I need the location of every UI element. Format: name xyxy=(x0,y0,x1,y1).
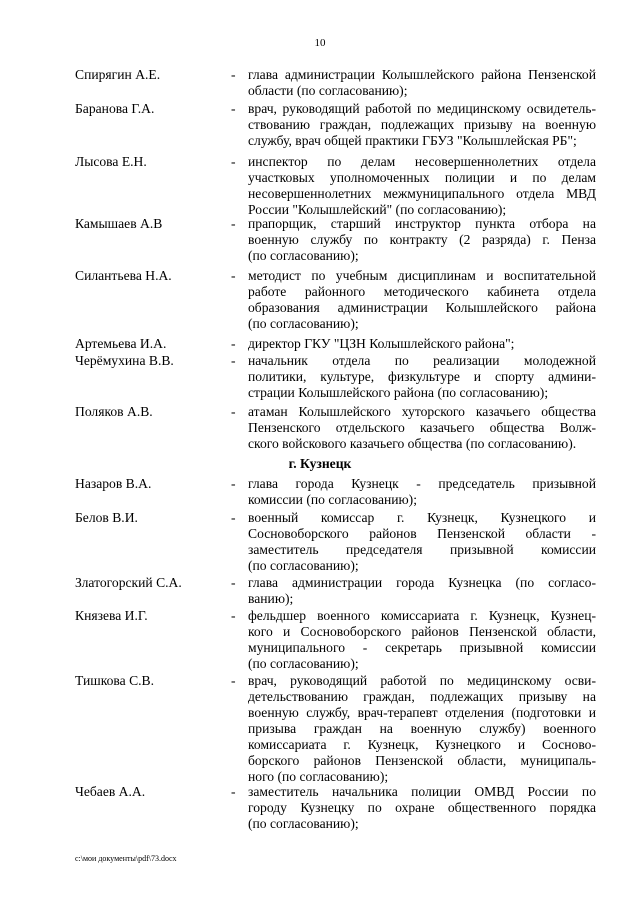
member-name: Артемьева И.А. xyxy=(75,336,167,351)
dash-separator: - xyxy=(231,67,236,82)
dash-separator: - xyxy=(231,268,236,283)
position-text-line: (по согласованию); xyxy=(248,656,359,671)
member-name: Чебаев А.А. xyxy=(75,784,146,799)
position-text-line: врач, руководящий работой по медицинскому осви- xyxy=(248,673,596,688)
dash-separator: - xyxy=(231,404,236,419)
member-position xyxy=(248,476,596,508)
dash-separator: - xyxy=(231,476,236,491)
position-text-line: муниципального - секретарь призывной комиссии xyxy=(248,640,596,655)
page-number: 10 xyxy=(314,37,326,49)
member-name: Тишкова С.В. xyxy=(75,673,155,688)
member-position xyxy=(248,608,596,672)
member-position xyxy=(248,510,596,574)
member-position xyxy=(248,784,596,832)
member-name: Силантьева Н.А. xyxy=(75,268,172,283)
position-text-line: атаман Колышлейского хуторского казачьего общества xyxy=(248,404,596,419)
dash-separator: - xyxy=(231,101,236,116)
position-text-line: участковых уполномоченных полиции и по делам xyxy=(248,170,596,185)
position-text-line: военный комиссар г. Кузнецк, Кузнецкого и xyxy=(248,510,596,525)
member-name: Черёмухина В.В. xyxy=(75,353,174,368)
position-text-line: начальник отдела по реализации молодежной xyxy=(248,353,596,368)
member-position xyxy=(248,353,596,401)
position-text-line: глава города Кузнецк - председатель призывной xyxy=(248,476,596,491)
position-text-line: кого и Сосновоборского районов Пензенской области, xyxy=(248,624,596,639)
position-text-line: заместитель председателя призывной комиссии xyxy=(248,542,596,557)
section-title: г. Кузнецк xyxy=(288,456,352,471)
member-position xyxy=(248,673,596,785)
position-text-line: (по согласованию); xyxy=(248,316,359,331)
position-text-line: работе районного методического кабинета отдела xyxy=(248,284,596,299)
position-text-line: (по согласованию); xyxy=(248,816,359,831)
position-text-line: Пензенского отдельского казачьего общества Волж- xyxy=(248,420,596,435)
position-text-line: ного (по согласованию); xyxy=(248,769,389,784)
dash-separator: - xyxy=(231,336,236,351)
member-name: Спирягин А.Е. xyxy=(75,67,161,82)
dash-separator: - xyxy=(231,784,236,799)
dash-separator: - xyxy=(231,575,236,590)
member-name: Князева И.Г. xyxy=(75,608,148,623)
position-text-line: детельствованию граждан, подлежащих призыву на xyxy=(248,689,596,704)
position-text-line: борского районов Пензенской области, муниципаль- xyxy=(248,753,596,768)
position-text-line: комиссариата г. Кузнецк, Кузнецкого и Сосново- xyxy=(248,737,596,752)
member-name: Баранова Г.А. xyxy=(75,101,155,116)
position-text-line: методист по учебным дисциплинам и воспитательной xyxy=(248,268,596,283)
member-position xyxy=(248,216,596,264)
position-text-line: военную службу, врач-терапевт отделения (подготовки и xyxy=(248,705,596,720)
position-text-line: области (по согласованию); xyxy=(248,83,408,98)
position-text-line: комиссии (по согласованию); xyxy=(248,492,417,507)
footer-file-path: c:\мои документы\pdf\73.docx xyxy=(75,854,177,863)
member-name: Назаров В.А. xyxy=(75,476,152,491)
member-position xyxy=(248,268,596,332)
position-text-line: заместитель начальника полиции ОМВД России по xyxy=(248,784,596,799)
position-text-line: директор ГКУ "ЦЗН Колышлейского района"; xyxy=(248,336,515,351)
position-text-line: врач, руководящий работой по медицинскому освидетель- xyxy=(248,101,596,116)
member-name: Белов В.И. xyxy=(75,510,138,525)
member-name: Златогорский С.А. xyxy=(75,575,182,590)
position-text-line: городу Кузнецку по охране общественного порядка xyxy=(248,800,596,815)
dash-separator: - xyxy=(231,608,236,623)
position-text-line: (по согласованию); xyxy=(248,558,359,573)
member-position xyxy=(248,336,596,352)
position-text-line: службу, врач общей практики ГБУЗ "Колышлейская РБ"; xyxy=(248,133,577,148)
position-text-line: Сосновоборского районов Пензенской области - xyxy=(248,526,596,541)
position-text-line: (по согласованию); xyxy=(248,248,359,263)
position-text-line: ванию); xyxy=(248,591,294,606)
member-position xyxy=(248,154,596,218)
position-text-line: военную службу по контракту (2 разряда) г. Пенза xyxy=(248,232,596,247)
dash-separator: - xyxy=(231,154,236,169)
position-text-line: образования администрации Колышлейского района xyxy=(248,300,596,315)
position-text-line: несовершеннолетних межмуниципального отдела МВД xyxy=(248,186,596,201)
position-text-line: ствованию граждан, подлежащих призыву на военную xyxy=(248,117,596,132)
dash-separator: - xyxy=(231,353,236,368)
member-position xyxy=(248,67,596,99)
member-name: Поляков А.В. xyxy=(75,404,153,419)
member-name: Лысова Е.Н. xyxy=(75,154,147,169)
position-text-line: прапорщик, старший инструктор пункта отбора на xyxy=(248,216,596,231)
position-text-line: фельдшер военного комиссариата г. Кузнецк, Кузнец- xyxy=(248,608,596,623)
position-text-line: призыва граждан на военную службу) военного xyxy=(248,721,596,736)
position-text-line: инспектор по делам несовершеннолетних отдела xyxy=(248,154,596,169)
position-text-line: глава администрации Колышлейского района Пензенской xyxy=(248,67,596,82)
member-name: Камышаев А.В xyxy=(75,216,163,231)
position-text-line: политики, культуре, физкультуре и спорту админи- xyxy=(248,369,596,384)
member-position xyxy=(248,101,596,149)
position-text-line: глава администрации города Кузнецка (по согласо- xyxy=(248,575,596,590)
member-position xyxy=(248,404,596,452)
position-text-line: России "Колышлейский" (по согласованию); xyxy=(248,202,507,217)
position-text-line: страции Колышлейского района (по согласованию); xyxy=(248,385,549,400)
position-text-line: ского войскового казачьего общества (по согласованию). xyxy=(248,436,577,451)
dash-separator: - xyxy=(231,510,236,525)
dash-separator: - xyxy=(231,673,236,688)
member-position xyxy=(248,575,596,607)
dash-separator: - xyxy=(231,216,236,231)
